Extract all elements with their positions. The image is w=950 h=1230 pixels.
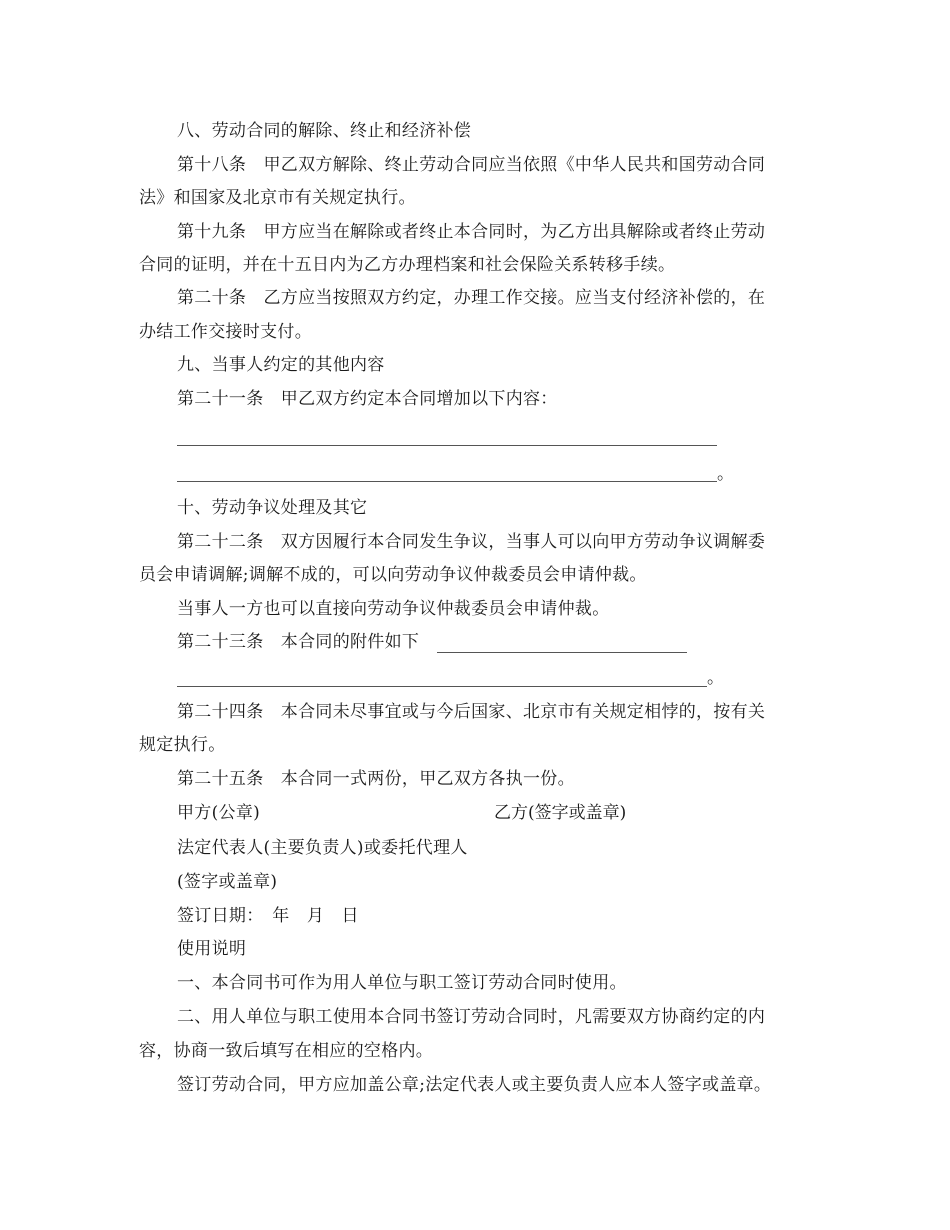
article-24-line-1: 第二十四条 本合同未尽事宜或与今后国家、北京市有关规定相悖的，按有关 xyxy=(177,702,766,722)
article-20-line-2: 办结工作交接时支付。 xyxy=(139,322,312,342)
instruction-item-2-line-1: 二、用人单位与职工使用本合同书签订劳动合同时，凡需要双方协商约定的内 xyxy=(177,1007,766,1027)
article-19-line-2: 合同的证明，并在十五日内为乙方办理档案和社会保险关系转移手续。 xyxy=(139,255,676,275)
section-10-heading: 十、劳动争议处理及其它 xyxy=(177,498,368,518)
article-21: 第二十一条 甲乙双方约定本合同增加以下内容： xyxy=(177,389,558,409)
sign-date: 签订日期： 年 月 日 xyxy=(177,906,359,926)
article-22-line-3: 当事人一方也可以直接向劳动争议仲裁委员会申请仲裁。 xyxy=(177,599,610,619)
party-a-seal: 甲方(公章) xyxy=(177,803,261,823)
instruction-item-1: 一、本合同书可作为用人单位与职工签订劳动合同时使用。 xyxy=(177,973,627,993)
instruction-item-3: 签订劳动合同，甲方应加盖公章;法定代表人或主要负责人应本人签字或盖章。 xyxy=(177,1075,772,1095)
article-23: 第二十三条 本合同的附件如下 xyxy=(177,632,420,652)
article-22-line-1: 第二十二条 双方因履行本合同发生争议，当事人可以向甲方劳动争议调解委 xyxy=(177,532,766,552)
fill-in-blank-line-2 xyxy=(177,481,717,482)
attachment-blank-line-2 xyxy=(177,686,707,687)
article-18-line-1: 第十八条 甲乙双方解除、终止劳动合同应当依照《中华人民共和国劳动合同 xyxy=(177,155,766,175)
article-18-line-2: 法》和国家及北京市有关规定执行。 xyxy=(139,188,416,208)
fill-in-blank-line-1 xyxy=(177,445,717,446)
legal-representative: 法定代表人(主要负责人)或委托代理人 xyxy=(177,838,468,858)
instructions-heading: 使用说明 xyxy=(177,939,247,959)
attachment-blank-line-1 xyxy=(437,652,687,653)
article-22-line-2: 员会申请调解;调解不成的，可以向劳动争议仲裁委员会申请仲裁。 xyxy=(139,565,647,585)
section-8-heading: 八、劳动合同的解除、终止和经济补偿 xyxy=(177,121,472,141)
blank-end-period: 。 xyxy=(717,464,735,484)
article-25: 第二十五条 本合同一式两份，甲乙双方各执一份。 xyxy=(177,769,575,789)
sign-or-seal: (签字或盖章) xyxy=(177,872,278,892)
section-9-heading: 九、当事人约定的其他内容 xyxy=(177,355,385,375)
instruction-item-2-line-2: 容，协商一致后填写在相应的空格内。 xyxy=(139,1041,434,1061)
attachment-end-period: 。 xyxy=(707,668,725,688)
article-20-line-1: 第二十条 乙方应当按照双方约定，办理工作交接。应当支付经济补偿的，在 xyxy=(177,288,766,308)
party-b-signature: 乙方(签字或盖章) xyxy=(494,803,627,823)
article-24-line-2: 规定执行。 xyxy=(139,735,226,755)
article-19-line-1: 第十九条 甲方应当在解除或者终止本合同时，为乙方出具解除或者终止劳动 xyxy=(177,222,766,242)
